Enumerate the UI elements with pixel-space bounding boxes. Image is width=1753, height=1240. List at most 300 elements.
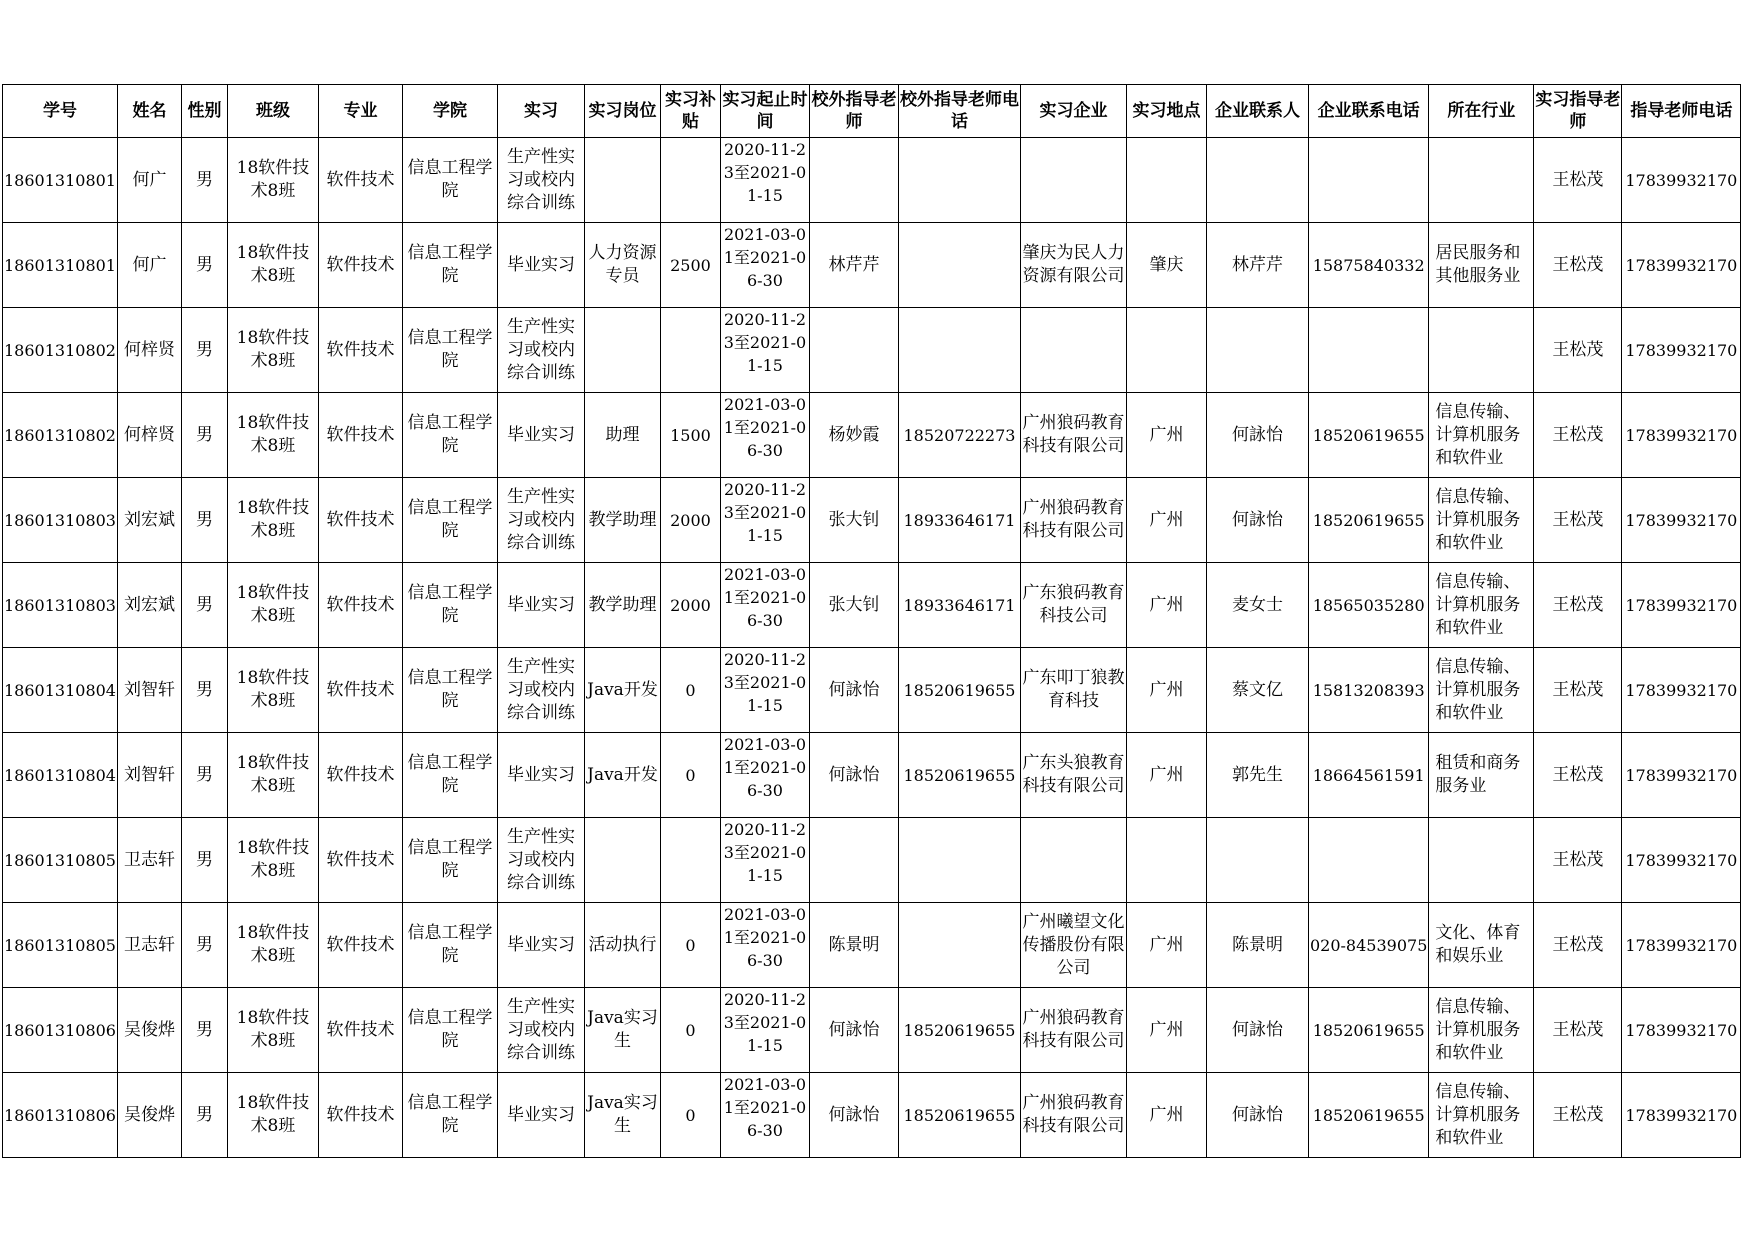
table-row <box>3 308 1741 393</box>
header-internship-type: 实习 <box>497 85 584 138</box>
class-cell-text: 18软件技术8班 <box>236 668 310 711</box>
external-teacher-phone-cell <box>898 393 1020 478</box>
student-id-cell-text: 18601310801 <box>4 170 116 190</box>
name-cell <box>117 648 181 733</box>
company-contact-cell <box>1206 818 1308 903</box>
table-row <box>3 223 1741 308</box>
position-cell-text: Java开发 <box>587 764 658 785</box>
table-row <box>3 733 1741 818</box>
college-cell <box>402 648 497 733</box>
college-cell-text: 信息工程学院 <box>407 413 493 456</box>
header-major: 专业 <box>318 85 402 138</box>
major-cell-text: 软件技术 <box>326 169 395 190</box>
internship-type-cell <box>497 308 584 393</box>
name-cell-text: 吴俊烨 <box>123 1104 175 1125</box>
teacher-cell <box>1534 903 1622 988</box>
college-cell <box>402 393 497 478</box>
teacher-cell-text: 王松茂 <box>1552 339 1604 360</box>
industry-cell <box>1429 138 1534 223</box>
location-cell <box>1126 903 1206 988</box>
location-cell <box>1126 393 1206 478</box>
teacher-phone-cell-text: 17839932170 <box>1625 595 1738 615</box>
position-cell-text: 教学助理 <box>588 594 657 615</box>
location-cell <box>1126 563 1206 648</box>
major-cell <box>318 478 402 563</box>
class-cell <box>227 648 318 733</box>
teacher-phone-cell-text: 17839932170 <box>1625 765 1738 785</box>
table-row <box>3 393 1741 478</box>
company-cell <box>1020 563 1126 648</box>
period-cell-text: 2020-11-23至2021-01-15 <box>723 820 807 885</box>
subsidy-cell <box>660 903 720 988</box>
internship-type-cell-text: 毕业实习 <box>506 764 575 785</box>
external-teacher-phone-cell-text: 18520619655 <box>903 1020 1016 1040</box>
internship-type-cell-text: 毕业实习 <box>506 424 575 445</box>
student-id-cell <box>3 138 118 223</box>
company-cell <box>1020 308 1126 393</box>
internship-type-cell <box>497 648 584 733</box>
class-cell-text: 18软件技术8班 <box>236 753 310 796</box>
college-cell-text: 信息工程学院 <box>407 838 493 881</box>
gender-cell <box>181 1073 227 1158</box>
name-cell-text: 何梓贤 <box>123 339 175 360</box>
gender-cell <box>181 648 227 733</box>
company-phone-cell <box>1308 903 1428 988</box>
industry-cell <box>1429 988 1534 1073</box>
class-cell-text: 18软件技术8班 <box>236 413 310 456</box>
location-cell <box>1126 478 1206 563</box>
name-cell-text: 何广 <box>132 254 167 275</box>
gender-cell <box>181 138 227 223</box>
company-phone-cell <box>1308 138 1428 223</box>
subsidy-cell-text: 0 <box>685 935 696 955</box>
company-cell <box>1020 1073 1126 1158</box>
period-cell-text: 2021-03-01至2021-06-30 <box>723 565 807 630</box>
company-cell <box>1020 988 1126 1073</box>
major-cell <box>318 563 402 648</box>
period-cell-text: 2021-03-01至2021-06-30 <box>723 735 807 800</box>
position-cell-text: Java开发 <box>587 679 658 700</box>
internship-type-cell-text: 毕业实习 <box>506 934 575 955</box>
external-teacher-cell-text: 张大钊 <box>828 509 880 530</box>
student-id-cell <box>3 223 118 308</box>
location-cell-text: 广州 <box>1149 679 1184 700</box>
name-cell-text: 刘宏斌 <box>123 509 175 530</box>
period-cell-text: 2020-11-23至2021-01-15 <box>723 990 807 1055</box>
teacher-phone-cell-text: 17839932170 <box>1625 850 1738 870</box>
company-phone-cell-text: 15813208393 <box>1312 680 1425 700</box>
external-teacher-phone-cell <box>898 818 1020 903</box>
subsidy-cell <box>660 478 720 563</box>
student-id-cell-text: 18601310804 <box>4 765 116 785</box>
class-cell <box>227 988 318 1073</box>
industry-cell <box>1429 648 1534 733</box>
teacher-cell <box>1534 648 1622 733</box>
location-cell <box>1126 733 1206 818</box>
subsidy-cell <box>660 818 720 903</box>
class-cell-text: 18软件技术8班 <box>236 1008 310 1051</box>
external-teacher-phone-cell-text: 18520722273 <box>903 425 1016 445</box>
header-location: 实习地点 <box>1126 85 1206 138</box>
student-id-cell <box>3 988 118 1073</box>
major-cell-text: 软件技术 <box>326 594 395 615</box>
internship-type-cell-text: 毕业实习 <box>506 594 575 615</box>
external-teacher-phone-cell <box>898 1073 1020 1158</box>
name-cell-text: 刘宏斌 <box>123 594 175 615</box>
external-teacher-phone-cell <box>898 648 1020 733</box>
teacher-phone-cell <box>1622 563 1741 648</box>
external-teacher-phone-cell <box>898 138 1020 223</box>
position-cell <box>584 733 660 818</box>
teacher-cell-text: 王松茂 <box>1552 934 1604 955</box>
major-cell-text: 软件技术 <box>326 849 395 870</box>
student-id-cell-text: 18601310803 <box>4 510 116 530</box>
location-cell <box>1126 648 1206 733</box>
gender-cell-text: 男 <box>195 1104 213 1125</box>
subsidy-cell-text: 0 <box>685 765 696 785</box>
class-cell <box>227 733 318 818</box>
external-teacher-cell <box>809 563 898 648</box>
teacher-cell <box>1534 563 1622 648</box>
internship-type-cell-text: 毕业实习 <box>506 1104 575 1125</box>
external-teacher-cell <box>809 988 898 1073</box>
header-name: 姓名 <box>117 85 181 138</box>
subsidy-cell <box>660 733 720 818</box>
teacher-phone-cell <box>1622 223 1741 308</box>
external-teacher-cell <box>809 223 898 308</box>
header-college: 学院 <box>402 85 497 138</box>
company-cell <box>1020 733 1126 818</box>
class-cell-text: 18软件技术8班 <box>236 923 310 966</box>
teacher-phone-cell <box>1622 903 1741 988</box>
teacher-cell <box>1534 1073 1622 1158</box>
table-row <box>3 478 1741 563</box>
company-contact-cell <box>1206 393 1308 478</box>
table-row <box>3 648 1741 733</box>
gender-cell <box>181 393 227 478</box>
location-cell <box>1126 308 1206 393</box>
location-cell-text: 广州 <box>1149 934 1184 955</box>
subsidy-cell-text: 0 <box>685 1105 696 1125</box>
company-cell <box>1020 478 1126 563</box>
subsidy-cell <box>660 1073 720 1158</box>
subsidy-cell-text: 1500 <box>670 425 711 445</box>
major-cell <box>318 223 402 308</box>
header-teacher: 实习指导老师 <box>1534 85 1622 138</box>
company-phone-cell-text: 18520619655 <box>1312 510 1425 530</box>
gender-cell-text: 男 <box>195 339 213 360</box>
student-id-cell-text: 18601310804 <box>4 680 116 700</box>
gender-cell <box>181 478 227 563</box>
company-contact-cell-text: 何詠怡 <box>1231 1104 1283 1125</box>
company-contact-cell-text: 麦女士 <box>1231 594 1283 615</box>
company-contact-cell <box>1206 988 1308 1073</box>
student-id-cell <box>3 308 118 393</box>
teacher-cell-text: 王松茂 <box>1552 679 1604 700</box>
class-cell-text: 18软件技术8班 <box>236 243 310 286</box>
industry-cell-text: 信息传输、计算机服务和软件业 <box>1435 486 1521 553</box>
gender-cell <box>181 308 227 393</box>
industry-cell <box>1429 733 1534 818</box>
name-cell-text: 卫志轩 <box>123 934 175 955</box>
major-cell <box>318 308 402 393</box>
subsidy-cell <box>660 988 720 1073</box>
industry-cell <box>1429 1073 1534 1158</box>
period-cell <box>720 818 809 903</box>
major-cell-text: 软件技术 <box>326 339 395 360</box>
header-row <box>3 85 1741 138</box>
gender-cell-text: 男 <box>195 934 213 955</box>
teacher-phone-cell-text: 17839932170 <box>1625 340 1738 360</box>
subsidy-cell-text: 2000 <box>670 510 711 530</box>
company-phone-cell-text: 18520619655 <box>1312 1020 1425 1040</box>
external-teacher-cell <box>809 393 898 478</box>
external-teacher-cell-text: 何詠怡 <box>828 1104 880 1125</box>
teacher-phone-cell <box>1622 1073 1741 1158</box>
company-cell-text: 广州狼码教育科技有限公司 <box>1022 1008 1125 1051</box>
header-subsidy: 实习补贴 <box>660 85 720 138</box>
industry-cell <box>1429 818 1534 903</box>
location-cell-text: 广州 <box>1149 1019 1184 1040</box>
period-cell-text: 2021-03-01至2021-06-30 <box>723 225 807 290</box>
position-cell-text: 活动执行 <box>588 934 657 955</box>
company-cell-text: 广州狼码教育科技有限公司 <box>1022 1093 1125 1136</box>
college-cell-text: 信息工程学院 <box>407 583 493 626</box>
company-contact-cell <box>1206 563 1308 648</box>
industry-cell <box>1429 903 1534 988</box>
external-teacher-phone-cell <box>898 478 1020 563</box>
period-cell-text: 2021-03-01至2021-06-30 <box>723 395 807 460</box>
student-id-cell-text: 18601310803 <box>4 595 116 615</box>
teacher-phone-cell <box>1622 988 1741 1073</box>
period-cell <box>720 308 809 393</box>
industry-cell <box>1429 478 1534 563</box>
subsidy-cell-text: 2500 <box>670 255 711 275</box>
external-teacher-cell <box>809 308 898 393</box>
student-id-cell <box>3 733 118 818</box>
teacher-phone-cell <box>1622 648 1741 733</box>
position-cell <box>584 818 660 903</box>
company-cell-text: 肇庆为民人力资源有限公司 <box>1022 243 1125 286</box>
college-cell <box>402 308 497 393</box>
position-cell-text: 助理 <box>605 424 640 445</box>
period-cell <box>720 563 809 648</box>
college-cell <box>402 1073 497 1158</box>
name-cell <box>117 988 181 1073</box>
header-gender: 性别 <box>181 85 227 138</box>
class-cell <box>227 563 318 648</box>
external-teacher-phone-cell-text: 18520619655 <box>903 1105 1016 1125</box>
industry-cell-text: 文化、体育和娱乐业 <box>1435 923 1521 966</box>
company-cell-text: 广州狼码教育科技有限公司 <box>1022 498 1125 541</box>
name-cell-text: 刘智轩 <box>123 679 175 700</box>
company-cell-text: 广东头狼教育科技有限公司 <box>1022 753 1125 796</box>
internship-type-cell-text: 生产性实习或校内综合训练 <box>506 656 575 723</box>
company-phone-cell <box>1308 988 1428 1073</box>
teacher-cell-text: 王松茂 <box>1552 424 1604 445</box>
major-cell-text: 软件技术 <box>326 1019 395 1040</box>
teacher-phone-cell-text: 17839932170 <box>1625 1020 1738 1040</box>
college-cell <box>402 903 497 988</box>
internship-type-cell <box>497 563 584 648</box>
class-cell-text: 18软件技术8班 <box>236 328 310 371</box>
gender-cell <box>181 818 227 903</box>
company-contact-cell <box>1206 138 1308 223</box>
internship-type-cell <box>497 138 584 223</box>
header-period: 实习起止时间 <box>720 85 809 138</box>
teacher-cell-text: 王松茂 <box>1552 254 1604 275</box>
gender-cell-text: 男 <box>195 594 213 615</box>
period-cell <box>720 1073 809 1158</box>
college-cell-text: 信息工程学院 <box>407 1093 493 1136</box>
company-contact-cell <box>1206 733 1308 818</box>
industry-cell-text: 信息传输、计算机服务和软件业 <box>1435 996 1521 1063</box>
company-cell <box>1020 138 1126 223</box>
internship-table <box>2 84 1741 1158</box>
teacher-phone-cell <box>1622 393 1741 478</box>
major-cell-text: 软件技术 <box>326 764 395 785</box>
external-teacher-cell-text: 杨妙霞 <box>828 424 880 445</box>
period-cell-text: 2021-03-01至2021-06-30 <box>723 1075 807 1140</box>
external-teacher-phone-cell-text: 18520619655 <box>903 680 1016 700</box>
position-cell <box>584 1073 660 1158</box>
college-cell-text: 信息工程学院 <box>407 498 493 541</box>
table-header <box>3 85 1741 138</box>
company-phone-cell-text: 020-84539075 <box>1309 935 1428 955</box>
name-cell-text: 何广 <box>132 169 167 190</box>
teacher-phone-cell-text: 17839932170 <box>1625 425 1738 445</box>
header-external-teacher-phone: 校外指导老师电话 <box>898 85 1020 138</box>
gender-cell-text: 男 <box>195 1019 213 1040</box>
major-cell-text: 软件技术 <box>326 1104 395 1125</box>
company-cell-text: 广东叩丁狼教育科技 <box>1022 668 1125 711</box>
teacher-phone-cell-text: 17839932170 <box>1625 255 1738 275</box>
teacher-phone-cell-text: 17839932170 <box>1625 1105 1738 1125</box>
gender-cell-text: 男 <box>195 169 213 190</box>
teacher-phone-cell-text: 17839932170 <box>1625 680 1738 700</box>
class-cell-text: 18软件技术8班 <box>236 1093 310 1136</box>
teacher-cell <box>1534 138 1622 223</box>
position-cell <box>584 563 660 648</box>
internship-type-cell <box>497 733 584 818</box>
college-cell <box>402 223 497 308</box>
location-cell-text: 广州 <box>1149 424 1184 445</box>
name-cell <box>117 138 181 223</box>
external-teacher-cell <box>809 733 898 818</box>
class-cell-text: 18软件技术8班 <box>236 498 310 541</box>
period-cell <box>720 138 809 223</box>
subsidy-cell <box>660 393 720 478</box>
company-phone-cell-text: 15875840332 <box>1312 255 1425 275</box>
period-cell <box>720 478 809 563</box>
company-contact-cell-text: 郭先生 <box>1231 764 1283 785</box>
teacher-phone-cell-text: 17839932170 <box>1625 935 1738 955</box>
gender-cell-text: 男 <box>195 849 213 870</box>
company-contact-cell <box>1206 903 1308 988</box>
gender-cell-text: 男 <box>195 424 213 445</box>
teacher-phone-cell <box>1622 733 1741 818</box>
company-contact-cell-text: 陈景明 <box>1231 934 1283 955</box>
period-cell <box>720 988 809 1073</box>
table-row <box>3 818 1741 903</box>
company-contact-cell-text: 何詠怡 <box>1231 1019 1283 1040</box>
industry-cell <box>1429 308 1534 393</box>
company-phone-cell-text: 18520619655 <box>1312 425 1425 445</box>
company-contact-cell-text: 何詠怡 <box>1231 509 1283 530</box>
company-cell <box>1020 223 1126 308</box>
location-cell <box>1126 988 1206 1073</box>
company-phone-cell <box>1308 223 1428 308</box>
teacher-cell <box>1534 818 1622 903</box>
industry-cell-text: 居民服务和其他服务业 <box>1435 243 1521 286</box>
company-phone-cell-text: 18520619655 <box>1312 1105 1425 1125</box>
name-cell <box>117 563 181 648</box>
internship-type-cell <box>497 1073 584 1158</box>
external-teacher-cell-text: 陈景明 <box>828 934 880 955</box>
header-company-phone: 企业联系电话 <box>1308 85 1428 138</box>
header-company: 实习企业 <box>1020 85 1126 138</box>
major-cell <box>318 393 402 478</box>
company-contact-cell <box>1206 223 1308 308</box>
college-cell <box>402 988 497 1073</box>
class-cell <box>227 903 318 988</box>
name-cell <box>117 308 181 393</box>
gender-cell-text: 男 <box>195 509 213 530</box>
internship-type-cell-text: 毕业实习 <box>506 254 575 275</box>
position-cell <box>584 393 660 478</box>
external-teacher-cell <box>809 478 898 563</box>
company-cell <box>1020 818 1126 903</box>
internship-type-cell <box>497 988 584 1073</box>
student-id-cell-text: 18601310805 <box>4 850 116 870</box>
major-cell <box>318 988 402 1073</box>
position-cell-text: 教学助理 <box>588 509 657 530</box>
internship-type-cell-text: 生产性实习或校内综合训练 <box>506 146 575 213</box>
student-id-cell <box>3 903 118 988</box>
header-teacher-phone: 指导老师电话 <box>1622 85 1741 138</box>
company-phone-cell-text: 18565035280 <box>1312 595 1425 615</box>
location-cell <box>1126 223 1206 308</box>
teacher-phone-cell-text: 17839932170 <box>1625 170 1738 190</box>
period-cell <box>720 223 809 308</box>
teacher-cell-text: 王松茂 <box>1552 1019 1604 1040</box>
location-cell <box>1126 818 1206 903</box>
company-phone-cell <box>1308 818 1428 903</box>
class-cell-text: 18软件技术8班 <box>236 583 310 626</box>
company-contact-cell <box>1206 1073 1308 1158</box>
major-cell <box>318 1073 402 1158</box>
teacher-phone-cell <box>1622 308 1741 393</box>
location-cell-text: 广州 <box>1149 509 1184 530</box>
period-cell-text: 2020-11-23至2021-01-15 <box>723 140 807 205</box>
internship-type-cell <box>497 223 584 308</box>
external-teacher-cell <box>809 903 898 988</box>
college-cell <box>402 138 497 223</box>
company-contact-cell-text: 蔡文亿 <box>1231 679 1283 700</box>
class-cell <box>227 818 318 903</box>
location-cell-text: 广州 <box>1149 1104 1184 1125</box>
college-cell <box>402 478 497 563</box>
teacher-cell <box>1534 393 1622 478</box>
company-phone-cell <box>1308 393 1428 478</box>
major-cell-text: 软件技术 <box>326 509 395 530</box>
student-id-cell <box>3 818 118 903</box>
gender-cell <box>181 988 227 1073</box>
college-cell <box>402 563 497 648</box>
position-cell-text: 人力资源专员 <box>588 243 657 286</box>
external-teacher-phone-cell <box>898 223 1020 308</box>
external-teacher-cell <box>809 648 898 733</box>
